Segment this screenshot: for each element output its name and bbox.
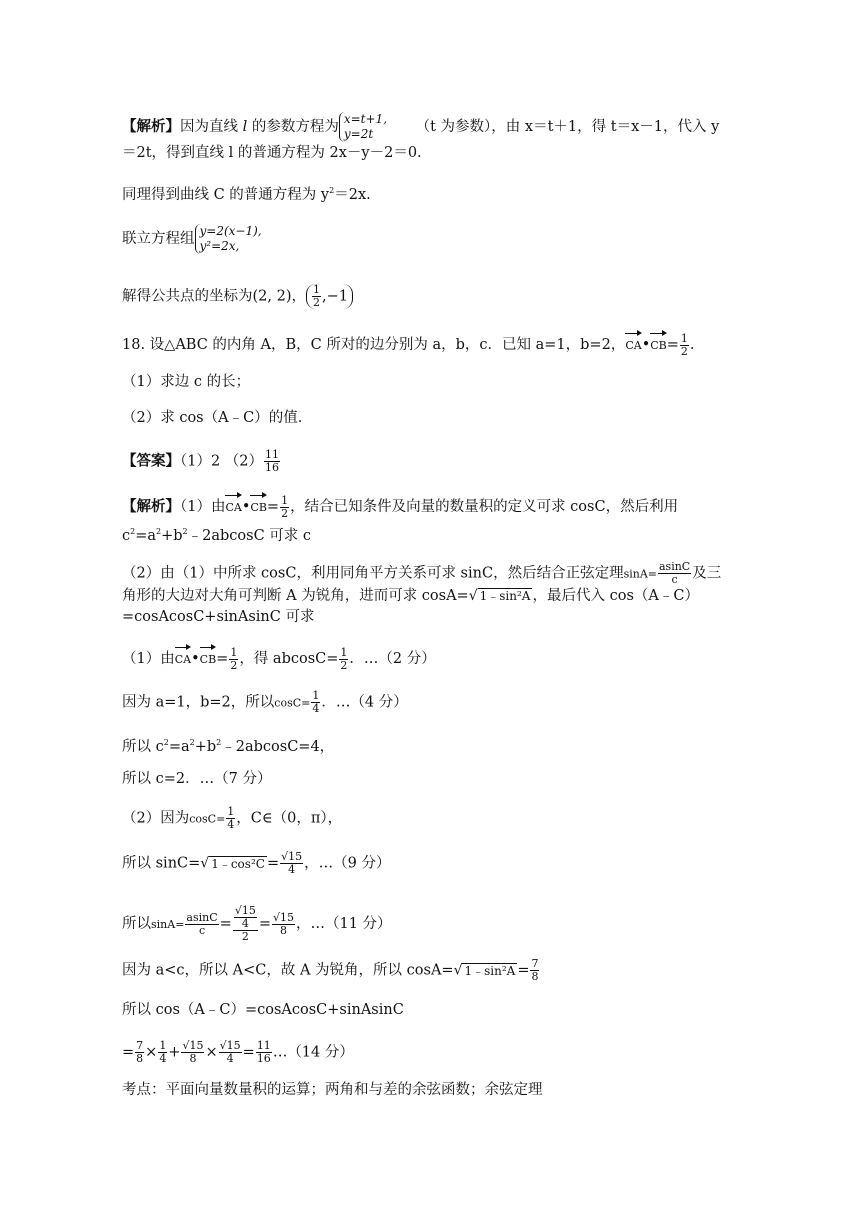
solution-step-10 xyxy=(122,1040,354,1065)
text: 联立方程组 xyxy=(122,231,195,247)
answer-bracket: 【答案】 xyxy=(122,452,180,470)
equals: = xyxy=(266,855,280,872)
fraction xyxy=(280,495,289,520)
text: ，…（11 分） xyxy=(296,916,392,932)
denominator: 16 xyxy=(256,1052,271,1065)
radicand: 1﹣cos²C xyxy=(211,856,265,871)
radical-sign: √ xyxy=(200,855,210,872)
numerator: 1 xyxy=(230,645,238,659)
denominator: 4 xyxy=(288,863,296,876)
vector-cb: CB xyxy=(650,332,667,356)
numerator xyxy=(233,905,258,931)
analysis-line-1 xyxy=(122,112,719,142)
line-symbol: l xyxy=(242,119,248,135)
text: 同理得到曲线 C 的普通方程为 y xyxy=(122,186,330,203)
text: ＝2x. xyxy=(334,186,371,203)
text: ，得 abcosC= xyxy=(239,651,339,667)
numerator: √15 xyxy=(182,1039,204,1052)
fraction xyxy=(219,1040,242,1065)
fraction xyxy=(264,449,280,474)
denominator: 2 xyxy=(281,506,289,520)
answer-line xyxy=(122,449,281,474)
equals: = xyxy=(517,962,530,979)
superscript: 2 xyxy=(163,738,169,747)
text: 因为 a=1，b=2，所以 xyxy=(122,694,275,711)
numerator: 1 xyxy=(227,805,235,818)
point-paren xyxy=(306,284,353,309)
fraction xyxy=(185,912,218,937)
radical-sign: √ xyxy=(453,962,463,979)
equals: = xyxy=(242,1044,255,1061)
denominator: 2 xyxy=(340,658,348,672)
solution-step-7 xyxy=(122,905,392,943)
text: 及三 xyxy=(692,565,722,582)
text: ﹣2abcosC=4， xyxy=(221,738,335,755)
text: sinA= xyxy=(151,918,185,931)
equals: = xyxy=(258,916,271,932)
denominator: 16 xyxy=(265,461,280,474)
solution-step-4: 所以 c=2．…（7 分） xyxy=(122,771,272,787)
text: 18. 设△ABC 的内角 A，B，C 所对的边分别为 a，b，c．已知 a=1，b=2， xyxy=(122,337,626,353)
text: （2）因为 xyxy=(122,810,190,827)
text: （1）由 xyxy=(122,651,175,667)
analysis-b-line-5: =cosAcosC+sinAsinC 可求 xyxy=(122,609,315,625)
text: 因为 a<c，所以 A<C，故 A 为锐角，所以 cosA= xyxy=(122,962,454,979)
solution-step-2 xyxy=(122,690,408,715)
numerator: 1 xyxy=(159,1039,167,1052)
text: 所以 xyxy=(122,916,151,932)
solution-step-5 xyxy=(122,806,342,831)
text: ．…（2 分） xyxy=(349,651,436,667)
text: sinA= xyxy=(623,567,657,581)
dot: • xyxy=(191,651,200,667)
fraction xyxy=(272,912,295,937)
numerator: 7 xyxy=(136,1039,144,1052)
denominator: 2 xyxy=(241,930,249,943)
times: × xyxy=(205,1044,218,1061)
denominator: c xyxy=(671,573,678,586)
denominator: 8 xyxy=(531,970,539,983)
denominator: 2 xyxy=(312,296,320,309)
system-row-1: y=2(x−1), xyxy=(199,224,262,238)
radical-sign: √ xyxy=(468,588,478,604)
superscript: 2 xyxy=(130,527,136,536)
numerator: 11 xyxy=(265,448,280,461)
denominator: 4 xyxy=(241,917,249,930)
text: +b xyxy=(161,527,183,544)
fraction xyxy=(680,333,689,358)
denominator: 8 xyxy=(279,923,287,937)
equals: = xyxy=(216,651,229,667)
vector-ca: CA xyxy=(625,332,641,356)
equals: = xyxy=(266,499,280,515)
equation-system xyxy=(195,224,262,254)
question-18 xyxy=(122,332,695,358)
fraction xyxy=(658,561,691,586)
text: ﹣2abcosC 可求 c xyxy=(187,527,312,544)
numerator: √15 xyxy=(281,850,303,863)
system-row-2: y²=2x, xyxy=(199,239,240,253)
vector-cb: CB xyxy=(250,494,267,518)
text: …（14 分） xyxy=(272,1044,354,1061)
text: cosC= xyxy=(274,696,311,710)
analysis-b-line-1 xyxy=(122,494,678,520)
fraction xyxy=(229,647,238,672)
solution-step-1 xyxy=(122,646,436,672)
denominator: 2 xyxy=(680,344,688,358)
denominator: 8 xyxy=(136,1052,144,1065)
equals: = xyxy=(219,916,232,932)
text: （1）2 （2） xyxy=(180,453,264,470)
question-part-2: （2）求 cos（A﹣C）的值. xyxy=(122,410,303,426)
inner-fraction xyxy=(234,905,257,930)
numerator: √15 xyxy=(234,904,256,917)
text: =a xyxy=(168,738,190,755)
vector-ca: CA xyxy=(225,494,241,518)
superscript: 2 xyxy=(329,186,335,195)
text: . xyxy=(689,337,695,353)
analysis-b-line-2 xyxy=(122,522,311,546)
solution-step-3 xyxy=(122,733,334,757)
numerator: 1 xyxy=(281,493,289,507)
fraction xyxy=(311,690,320,715)
text: 解得公共点的坐标为(2, 2)， xyxy=(122,288,306,305)
analysis-b-line-3 xyxy=(122,561,721,586)
numerator: 11 xyxy=(256,1039,271,1052)
superscript: 2 xyxy=(216,738,222,747)
fraction xyxy=(226,806,235,831)
radicand: 1﹣sin²A xyxy=(464,963,516,978)
param-system xyxy=(339,112,387,142)
numerator: √15 xyxy=(219,1039,241,1052)
fraction xyxy=(530,958,539,983)
denominator: 8 xyxy=(189,1052,197,1065)
text: c xyxy=(122,527,131,544)
analysis-line-2: ＝2t，得到直线 l 的普通方程为 2x－y－2＝0. xyxy=(122,145,422,161)
numerator: 1 xyxy=(312,283,320,296)
text: 因为直线 xyxy=(180,119,243,135)
compound-fraction xyxy=(233,905,258,943)
radicand: 1﹣sin²A xyxy=(479,589,531,603)
numerator: asinC xyxy=(659,560,691,573)
numerator: asinC xyxy=(186,910,218,924)
text: ,−1 xyxy=(321,288,348,305)
plus: + xyxy=(168,1044,181,1061)
question-part-1: （1）求边 c 的长； xyxy=(122,374,251,390)
superscript: 2 xyxy=(156,527,162,536)
text: 所以 sinC= xyxy=(122,855,201,872)
analysis-line-5 xyxy=(122,284,353,309)
equals: = xyxy=(666,337,679,353)
denominator: 4 xyxy=(227,818,235,831)
text: ．…（4 分） xyxy=(321,694,408,711)
denominator: 2 xyxy=(230,658,238,672)
superscript: 2 xyxy=(189,738,195,747)
text: =a xyxy=(135,527,157,544)
text: +b xyxy=(194,738,217,755)
text: ，结合已知条件及向量的数量积的定义可求 cosC，然后利用 xyxy=(290,499,679,515)
solution-step-8 xyxy=(122,958,540,983)
fraction xyxy=(135,1040,144,1065)
text: 角形的大边对大角可判断 A 为锐角，进而可求 cosA= xyxy=(122,588,469,604)
denominator: 4 xyxy=(312,702,320,715)
analysis-line-4 xyxy=(122,224,262,254)
text: cosC= xyxy=(189,812,226,826)
equals: = xyxy=(122,1044,135,1061)
denominator: 4 xyxy=(226,1052,234,1065)
text: ，…（9 分） xyxy=(304,855,391,872)
text: ，C∈（0，π）， xyxy=(236,810,343,827)
times: × xyxy=(145,1044,158,1061)
denominator: c xyxy=(198,923,206,937)
fraction xyxy=(256,1040,272,1065)
text: 的参数方程为 xyxy=(247,119,339,135)
text: ，最后代入 cos（A﹣C） xyxy=(532,588,699,604)
text: 所以 c xyxy=(122,738,164,755)
analysis-b-line-4 xyxy=(122,586,699,606)
system-row-2: y=2t xyxy=(343,127,374,141)
solution-step-9: 所以 cos（A﹣C）=cosAcosC+sinAsinC xyxy=(122,1002,404,1018)
dot: • xyxy=(641,337,651,353)
vector-cb: CB xyxy=(200,646,217,670)
solution-step-6 xyxy=(122,851,390,876)
text: （1）由 xyxy=(180,499,226,515)
text: （t 为参数），由 x＝t＋1，得 t＝x－1，代入 y xyxy=(415,119,720,135)
analysis-bracket: 【解析】 xyxy=(122,118,180,135)
numerator: 1 xyxy=(680,331,688,345)
fraction xyxy=(181,1040,204,1065)
analysis-bracket: 【解析】 xyxy=(122,498,180,515)
numerator: 1 xyxy=(312,689,320,702)
vector-ca: CA xyxy=(175,646,191,670)
fraction xyxy=(158,1040,167,1065)
fraction xyxy=(312,284,321,309)
numerator: √15 xyxy=(272,910,294,924)
numerator: 7 xyxy=(531,957,539,970)
analysis-line-3 xyxy=(122,181,371,205)
fraction xyxy=(280,851,303,876)
numerator: 1 xyxy=(340,645,348,659)
key-points: 考点：平面向量数量积的运算；两角和与差的余弦函数；余弦定理 xyxy=(122,1082,543,1098)
denominator: 4 xyxy=(159,1052,167,1065)
system-row-1: x=t+1, xyxy=(343,112,388,126)
text: （2）由（1）中所求 cosC，利用同角平方关系可求 sinC，然后结合正弦定理 xyxy=(122,565,624,582)
fraction xyxy=(339,647,348,672)
superscript: 2 xyxy=(182,527,188,536)
dot: • xyxy=(241,499,251,515)
